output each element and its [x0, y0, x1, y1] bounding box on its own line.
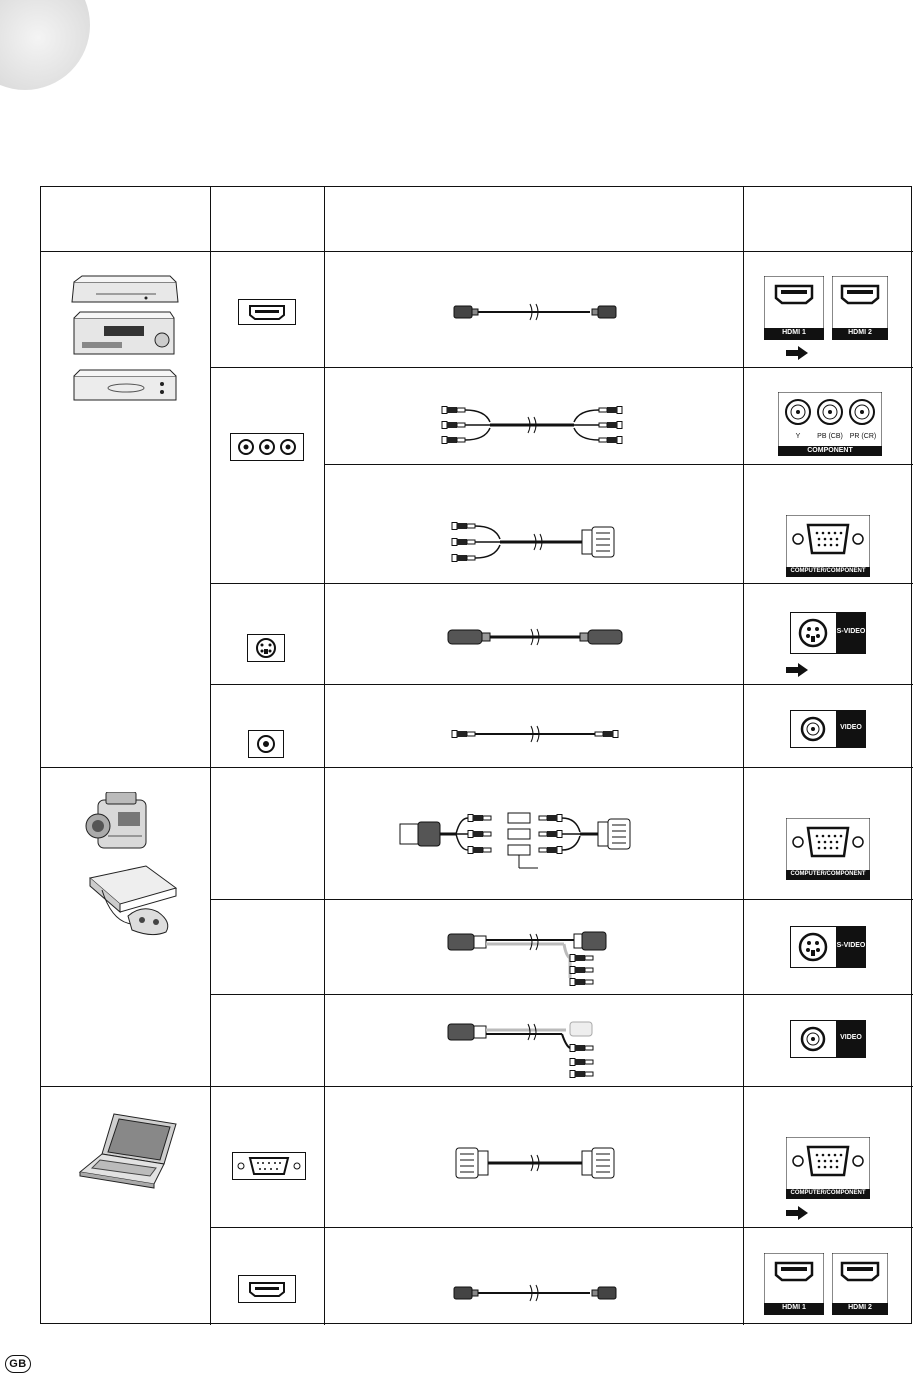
hdmi-port-icon: [238, 1275, 296, 1303]
svideo-terminal: [790, 926, 866, 968]
av-to-svideo-cable-icon: [446, 926, 626, 990]
dvd-vcr-stb-devices: [66, 272, 184, 404]
row-divider: [210, 899, 913, 900]
hdmi-cable-icon: [450, 1279, 620, 1307]
component-cable-icon: [440, 400, 624, 450]
dvd-player-icon: [72, 276, 178, 302]
video-port-icon: [248, 730, 284, 758]
video-terminal: [790, 710, 866, 748]
hdmi2-label: HDMI 2: [848, 329, 872, 336]
arrow-right-icon: [786, 663, 808, 677]
row-divider: [210, 367, 913, 368]
component-terminal: [778, 392, 882, 456]
svideo-label: S-VIDEO: [836, 942, 866, 949]
col-divider: [324, 187, 325, 1325]
video-label: VIDEO: [840, 1034, 862, 1041]
laptop-device: [76, 1110, 180, 1190]
row-divider: [210, 1227, 913, 1228]
vga-port-icon: [232, 1152, 306, 1180]
col-divider: [743, 187, 744, 1325]
game-console-icon: [90, 866, 176, 935]
composite-cable-icon: [450, 725, 620, 743]
hdmi1-label: HDMI 1: [782, 1304, 806, 1311]
computer-component-terminal: [786, 818, 870, 880]
rgb-cable-icon: [446, 1138, 624, 1188]
camcorder-game-devices: [72, 792, 184, 940]
set-top-box-icon: [74, 370, 176, 400]
hdmi2-terminal: [832, 1253, 888, 1315]
video-terminal: [790, 1020, 866, 1058]
hdmi2-terminal: [832, 276, 888, 340]
component-label: COMPONENT: [807, 447, 853, 454]
computer-component-terminal: [786, 515, 870, 577]
hdmi1-label: HDMI 1: [782, 329, 806, 336]
svideo-port-icon: [247, 634, 285, 662]
hdmi1-terminal: [764, 1253, 824, 1315]
col-divider: [210, 187, 211, 1325]
vcr-icon: [74, 312, 174, 354]
arrow-right-icon: [786, 1206, 808, 1220]
row-divider: [41, 1086, 913, 1087]
av-to-video-cable-icon: [446, 1016, 626, 1084]
computer-component-label: COMPUTER/COMPONENT: [790, 568, 866, 574]
row-divider: [41, 767, 913, 768]
computer-component-label: COMPUTER/COMPONENT: [790, 1190, 866, 1196]
row-divider: [210, 583, 913, 584]
computer-component-label: COMPUTER/COMPONENT: [790, 871, 866, 877]
hdmi-cable-icon: [450, 298, 620, 326]
component-port-icon: [230, 433, 304, 461]
row-divider: [324, 464, 913, 465]
svideo-terminal: [790, 612, 866, 654]
hdmi1-terminal: [764, 276, 824, 340]
component-y-label: Y: [795, 433, 801, 440]
corner-tab-decoration: [0, 0, 90, 90]
video-label: VIDEO: [840, 724, 862, 731]
computer-component-terminal: [786, 1137, 870, 1199]
component-to-dsub-cable-icon: [450, 516, 620, 568]
component-pb-label: PB (CB): [817, 433, 843, 440]
hdmi2-label: HDMI 2: [848, 1304, 872, 1311]
av-to-dsub-cable-icon: [398, 804, 638, 874]
row-divider: [210, 994, 913, 995]
row-divider: [41, 251, 913, 252]
svideo-label: S-VIDEO: [836, 628, 866, 635]
hdmi-port-icon: [238, 299, 296, 325]
row-divider: [210, 684, 913, 685]
component-pr-label: PR (CR): [849, 433, 877, 440]
svideo-cable-icon: [446, 626, 624, 648]
arrow-right-icon: [786, 346, 808, 360]
laptop-icon: [76, 1110, 180, 1190]
camcorder-icon: [86, 792, 146, 848]
region-badge: GB: [5, 1355, 31, 1373]
